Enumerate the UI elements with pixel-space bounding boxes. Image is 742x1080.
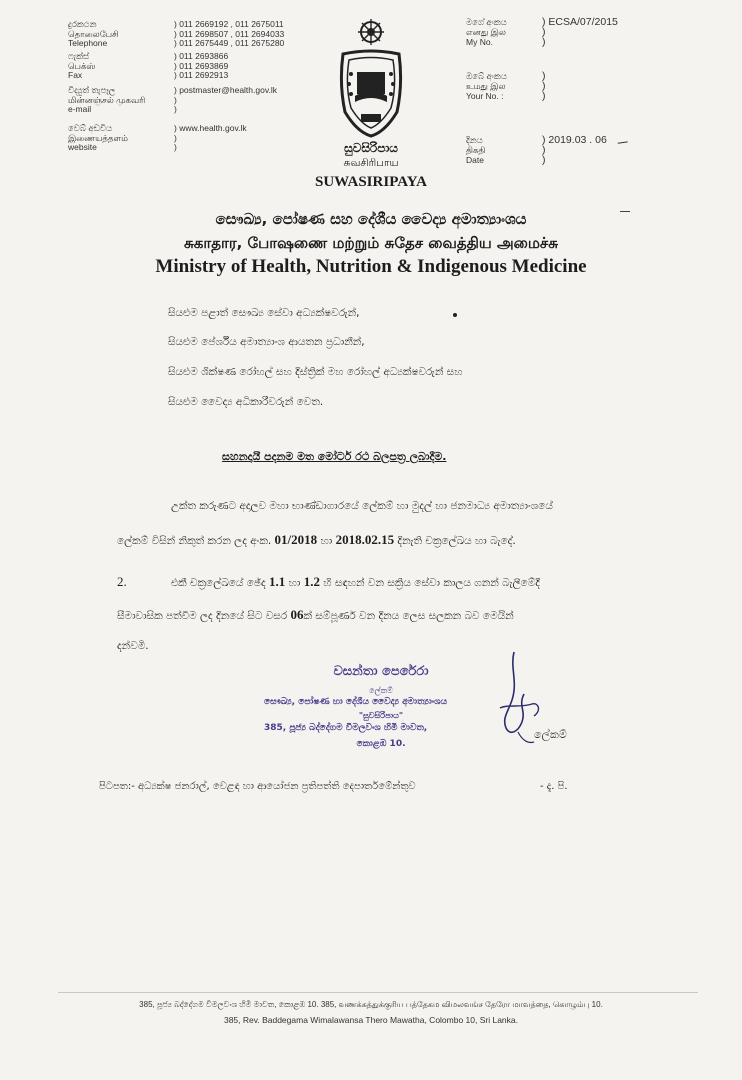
circular-date: 2018.02.15 (335, 532, 395, 547)
contact-row (68, 143, 298, 153)
contact-value: ) 011 2698507 , 011 2694033 (174, 28, 285, 39)
footer-address-line-1: 385, පූජ්‍ය බද්දේගම විමලවංශ හිමි මාවත, කොළඹ 10. 385, வணக்கத்துக்குரிய பத்தேகம விமலவங்ச தேரோ மாவத்தை, கொழும்பு 10. (139, 1000, 603, 1009)
paragraph-2-line-1: එකී චක්‍රලේඛයේ ඡේද 1.1 හා 1.2 හි සඳහන් වන සක්‍රිය සේවා කාලය ගනන් බැලීමේදී (171, 574, 540, 589)
pen-mark (620, 211, 630, 212)
paragraph-1-line-1: උක්ත කරුණට අදාලව මහා භාණ්ඩාගාරයේ ලේකම් හා මුදල් හා ජනමාධ්‍ය අමාත්‍යාංශයේ (171, 500, 553, 512)
contact-label: විද්‍යුත් තැපෑල (68, 85, 116, 95)
contact-label: e-mail (68, 104, 92, 114)
paragraph-2-line-2: සීමාවාසික පත්වීම ලද දිනයේ සිට වසර 06ක් සම්පූර්ණ වන දිනය ලෙස සලකන බව මෙයින් (117, 607, 514, 622)
reference-value: ) (542, 90, 546, 102)
signatory-address: 385, පූජ්‍ය බද්දේගම විමලවංශ හිමි මාවත, (264, 723, 428, 733)
contact-row (68, 39, 298, 49)
addressee-line: සියළුම පේර්ශීය අමාත්‍යාංශ ආයතන ප්‍රධානීන්, (168, 336, 365, 348)
contact-label: இணையத்தளம் (68, 132, 128, 143)
reference-label: Date (466, 155, 484, 165)
contact-value: ) (174, 132, 177, 143)
emblem (331, 14, 411, 142)
ministry-name-english: Ministry of Health, Nutrition & Indigenous Medicine (155, 256, 587, 277)
copy-to-suffix: - දැ. පි. (540, 781, 568, 792)
reference-label: எனது இல (466, 27, 506, 37)
contact-block (68, 20, 298, 200)
reference-label: මගේ අංකය (466, 17, 507, 27)
addressee-line: සියළුම ශික්ෂණ රෝහල් සහ දිස්ත්‍රික් මහ රෝහල් අධ්‍යක්ෂවරුන් සහ (168, 366, 463, 378)
reference-value: ) (542, 154, 546, 166)
addressee-line: සියළුම පළාත් සෞඛ්‍ය සේවා අධ්‍යක්ෂවරුන්, (168, 307, 360, 319)
reference-row (466, 38, 726, 49)
ink-dot (453, 313, 457, 317)
contact-row (68, 96, 298, 106)
contact-row (68, 71, 298, 81)
contact-value: ) postmaster@health.gov.lk (174, 85, 277, 95)
reference-value: ) 2019.03 . 06 (542, 134, 607, 146)
reference-label: திகதி (466, 145, 486, 155)
contact-value: ) 011 2693866 (174, 51, 229, 61)
reference-row (466, 156, 726, 167)
contact-row (68, 105, 298, 115)
contact-value: ) www.health.gov.lk (174, 123, 247, 133)
footer-rule (58, 992, 698, 993)
letter-subject: සහනදායී පදනම මත මෝටර් රථ බලපත්‍ර ලබාදීම. (222, 450, 447, 463)
reference-value: ) (542, 26, 546, 38)
reference-value: ) (542, 144, 546, 156)
emblem-icon (331, 14, 411, 142)
reference-value: ) (542, 80, 546, 92)
paragraph-2-number: 2. (117, 574, 127, 589)
contact-value: ) 011 2692913 (174, 70, 229, 80)
reference-label: දිනය (466, 135, 483, 145)
contact-label: website (68, 142, 97, 152)
signatory-building: "සුවසිරිපාය" (358, 711, 404, 720)
reference-value: ) (542, 36, 546, 48)
reference-label: உமது இல (466, 81, 506, 91)
signatory-name: වසන්තා පෙරේරා (333, 664, 429, 679)
contact-value: ) (174, 104, 177, 114)
ministry-name-sinhala: සෞඛ්‍ය, පෝෂණ සහ දේශීය වෛද්‍ය අමාත්‍යාංශය (215, 210, 527, 228)
contact-value: ) 011 2693869 (174, 60, 229, 71)
reference-label: ඔබේ අංකය (466, 71, 507, 81)
contact-value: ) 011 2669192 , 011 2675011 (174, 19, 284, 29)
contact-label: பெக்ஸ் (68, 60, 96, 71)
contact-label: மின்னஞ்சல் முகவரி (68, 94, 146, 105)
emblem-label-si: සුවසිරිපාය (344, 141, 398, 155)
contact-label: වෙබ් අඩවිය (68, 123, 113, 133)
ministry-name-tamil: சுகாதார, போஷணை மற்றும் சுதேச வைத்திய அமைச்சு (184, 234, 558, 252)
footer-address-line-2: 385, Rev. Baddegama Wimalawansa Thero Mawatha, Colombo 10, Sri Lanka. (223, 1015, 519, 1025)
contact-value: ) (174, 142, 177, 152)
paragraph-1-line-2: ලේකම් විසින් නිකුත් කරන ලද අංක. 01/2018 හා 2018.02.15 දිනැති චක්‍රලේඛය හා බැදේ. (117, 532, 516, 547)
addressee-line: සියළුම වෛද්‍ය අධිකාරීවරුන් වෙත. (168, 396, 324, 408)
signatory-title: ලේකම් (369, 686, 393, 695)
reference-block (466, 18, 726, 178)
contact-value: ) 011 2675449 , 011 2675280 (174, 38, 285, 48)
paragraph-2-line-3: දන්වමි. (117, 640, 149, 652)
reference-row (466, 92, 726, 103)
reference-label: Your No. : (466, 91, 504, 101)
emblem-label-ta: சுவசிரிபாய (343, 157, 399, 169)
contact-label: Telephone (68, 38, 108, 48)
copy-to-line: පිටපත:- අධ්‍යක්ෂ ජනරාල්, වෙළඳ හා ආයෝජන ප්‍රතිපත්ති දෙපාර්තමේන්තුව (99, 781, 416, 792)
handwritten-signature (488, 648, 548, 748)
signature-title-handwritten: ලේකම් (534, 728, 567, 741)
signatory-city: කොළඹ 10. (356, 739, 406, 749)
contact-row (68, 134, 298, 144)
circular-number: 01/2018 (274, 532, 318, 547)
reference-value: ) (542, 70, 546, 82)
contact-label: Fax (68, 70, 83, 80)
contact-value: ) (174, 94, 177, 105)
reference-value: ) ECSA/07/2015 (542, 16, 618, 28)
contact-label: ෆැක්ස් (68, 51, 90, 61)
emblem-label-en: SUWASIRIPAYA (315, 174, 427, 190)
contact-label: தொலைபேசி (68, 28, 119, 39)
reference-label: My No. (466, 37, 493, 47)
signatory-ministry: සෞඛ්‍ය, පෝෂණ හා දේශීය වෛද්‍ය අමාත්‍යාංශය (264, 697, 448, 707)
contact-label: දුරකථන (68, 19, 97, 29)
